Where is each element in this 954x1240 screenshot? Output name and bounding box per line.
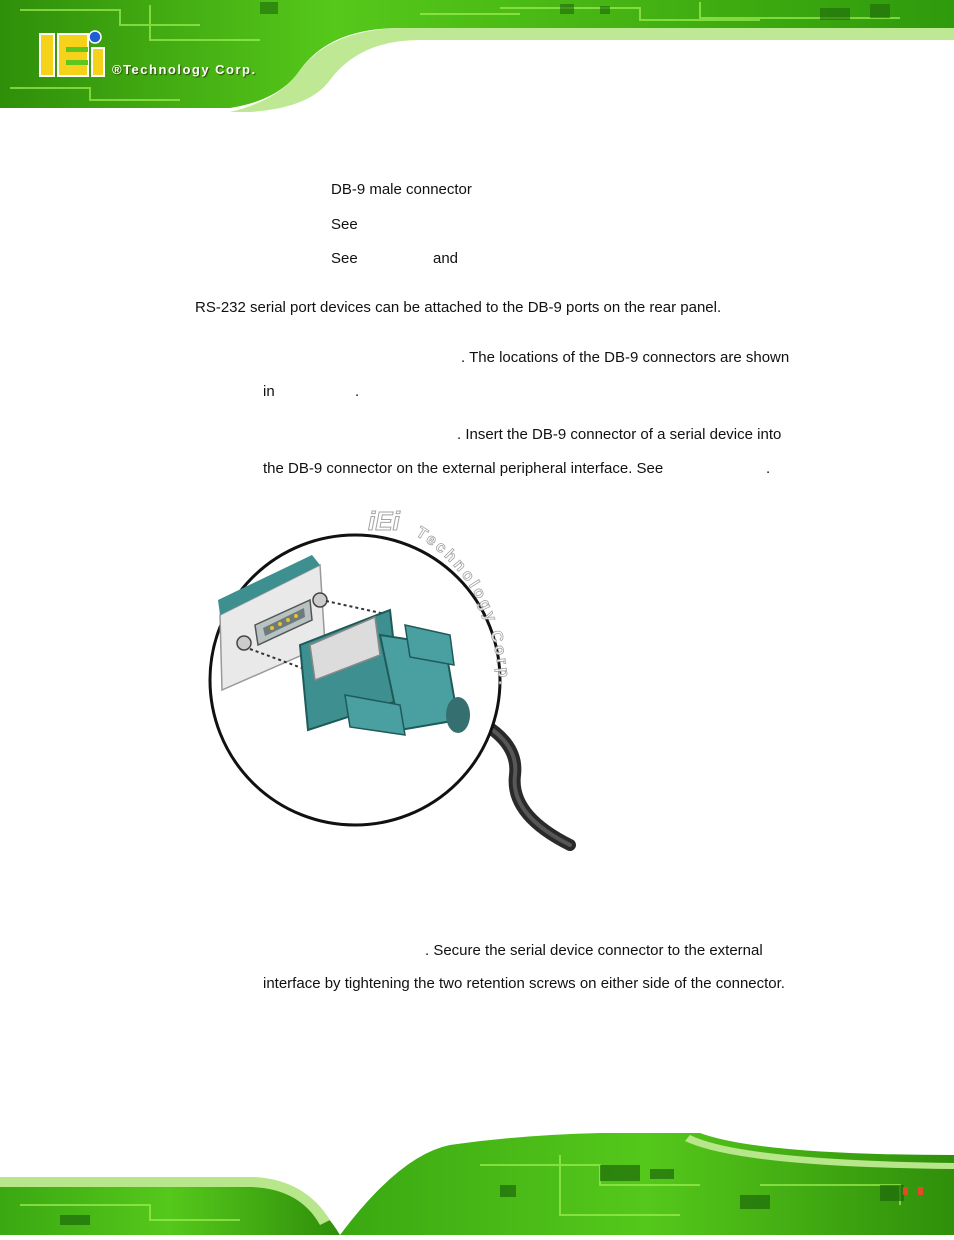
page-header (0, 0, 954, 112)
footer-banner (0, 1125, 954, 1235)
brand-text: ®Technology Corp. (112, 62, 257, 77)
connector-type-value: DB-9 male connector (331, 181, 472, 198)
step1-line1: . The locations of the DB-9 connectors are shown (461, 349, 790, 366)
watermark-text: Technology Corp. (412, 523, 513, 689)
pinout-value-a: See (331, 250, 358, 267)
step2-line2-a: the DB-9 connector on the external peripheral interface. See (263, 460, 664, 477)
iei-logo (40, 31, 104, 76)
step1-line2-b: . (355, 383, 360, 400)
step3-line2: interface by tightening the two retention screws on either side of the connector. (263, 975, 785, 992)
page-footer (0, 1125, 954, 1235)
serial-connector-illustration (200, 495, 590, 855)
location-value: See (331, 216, 358, 233)
connector-drawing (200, 495, 590, 855)
watermark-brand: iEi (368, 506, 400, 536)
step2-line1: . Insert the DB-9 connector of a serial device into (457, 426, 782, 443)
pinout-value-b: and (433, 250, 459, 267)
step1-line2-a: in (263, 383, 275, 400)
step3-line1: . Secure the serial device connector to the external (425, 942, 763, 959)
header-banner (0, 0, 954, 112)
intro-paragraph: RS-232 serial port devices can be attached to the DB-9 ports on the rear panel. (195, 299, 722, 316)
step2-line2-b: . (766, 460, 771, 477)
